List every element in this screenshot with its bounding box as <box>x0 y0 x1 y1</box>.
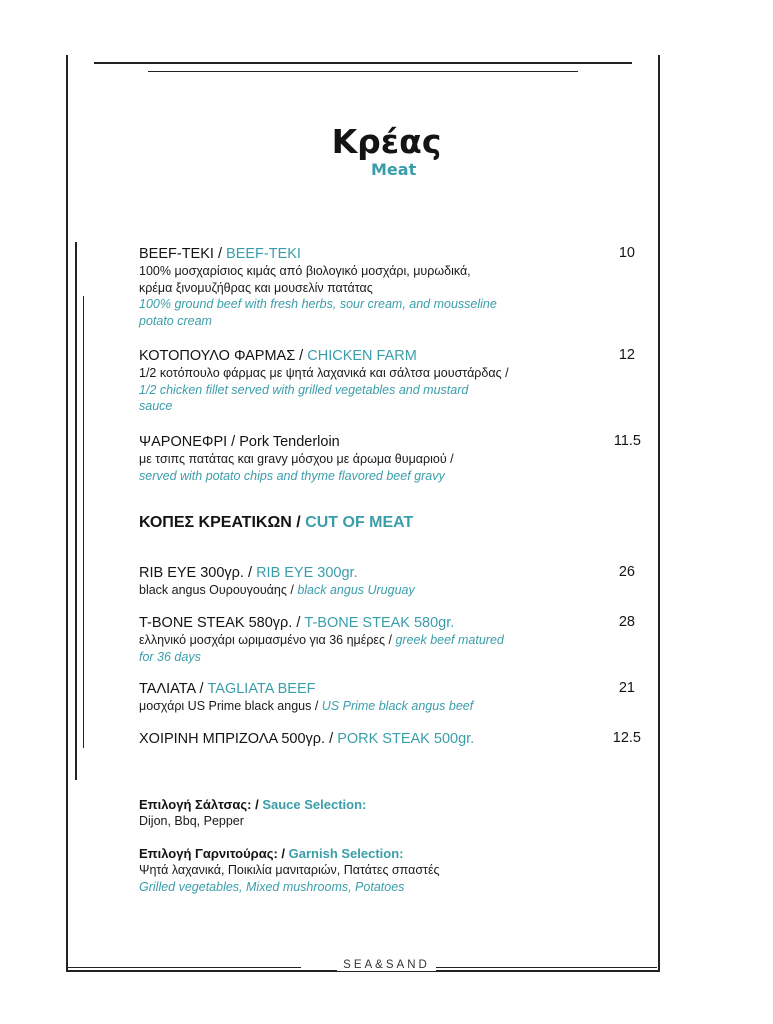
menu-item <box>139 680 589 715</box>
item-desc-gr: 100% μοσχαρίσιος κιμάς από βιολογικό μοσχάρι, μυρωδικά, κρέμα ξινομυζήθρας και μουσελίν πατάτας <box>139 264 471 295</box>
left-accent-bar <box>75 242 77 780</box>
menu-item <box>139 245 589 329</box>
item-price: 28 <box>618 614 635 630</box>
sauce-selection <box>139 796 589 830</box>
top-rule <box>94 62 632 64</box>
page-subtitle: Meat <box>371 160 417 179</box>
option-title: Επιλογή Σάλτσας: / Sauce Selection: <box>139 797 367 812</box>
option-title: Επιλογή Γαρνιτούρας: / Garnish Selection: <box>139 846 404 861</box>
item-price: 12 <box>618 347 635 363</box>
item-name: ΚΟΤΟΠΟΥΛΟ ΦΑΡΜΑΣ / CHICKEN FARM <box>139 348 417 364</box>
option-values: Dijon, Bbq, Pepper <box>139 814 244 828</box>
item-price: 11.5 <box>613 433 641 449</box>
item-name: ΤΑΛΙΑΤΑ / TAGLIATA BEEF <box>139 681 316 697</box>
garnish-selection <box>139 845 589 895</box>
item-name: RIB EYE 300γρ. / RIB EYE 300gr. <box>139 565 358 581</box>
footer-brand: SEA&SAND <box>0 959 773 971</box>
item-name: ΨΑΡΟΝΕΦΡΙ / Pork Tenderloin <box>139 434 340 450</box>
item-desc-gr: 1/2 κοτόπουλο φάρμας με ψητά λαχανικά και σάλτσα μουστάρδας / <box>139 366 509 380</box>
item-desc-en: served with potato chips and thyme flavored beef gravy <box>139 468 445 483</box>
item-desc-en: 1/2 chicken fillet served with grilled vegetables and mustard sauce <box>139 382 469 413</box>
item-price: 26 <box>618 564 635 580</box>
menu-item <box>139 347 589 415</box>
section-heading: ΚΟΠΕΣ ΚΡΕΑΤΙΚΩΝ / CUT OF MEAT <box>139 514 414 531</box>
item-desc: ελληνικό μοσχάρι ωριμασμένο για 36 ημέρες / greek beef matured <box>139 633 504 647</box>
option-values-en: Grilled vegetables, Mixed mushrooms, Potatoes <box>139 879 405 894</box>
item-desc: μοσχάρι US Prime black angus / US Prime black angus beef <box>139 699 474 713</box>
item-price: 21 <box>618 680 635 696</box>
page-title: Κρέας <box>331 122 442 161</box>
item-desc-en: 100% ground beef with fresh herbs, sour cream, and mousseline potato cream <box>139 297 497 328</box>
option-values-gr: Ψητά λαχανικά, Ποικιλία μανιταριών, Πατάτες σπαστές <box>139 863 440 877</box>
item-name: T-BONE STEAK 580γρ. / T-BONE STEAK 580gr. <box>139 615 455 631</box>
item-desc-en: for 36 days <box>139 649 201 664</box>
item-desc-gr: με τσιπς πατάτας και gravy μόσχου με άρωμα θυμαριού / <box>139 452 454 466</box>
item-price: 10 <box>618 245 635 261</box>
menu-item <box>139 433 589 484</box>
item-name: ΧΟΙΡΙΝΗ ΜΠΡΙΖΟΛΑ 500γρ. / PORK STEAK 500gr. <box>139 731 475 747</box>
item-price: 12.5 <box>612 730 641 746</box>
item-desc: black angus Ουρουγουάης / black angus Uruguay <box>139 583 415 597</box>
menu-item <box>139 564 589 599</box>
item-name: BEEF-TEKI / BEEF-TEKI <box>139 246 301 262</box>
left-accent-bar-inner <box>83 296 84 748</box>
menu-item <box>139 730 589 748</box>
top-rule-inner <box>148 71 578 72</box>
menu-item <box>139 614 589 665</box>
